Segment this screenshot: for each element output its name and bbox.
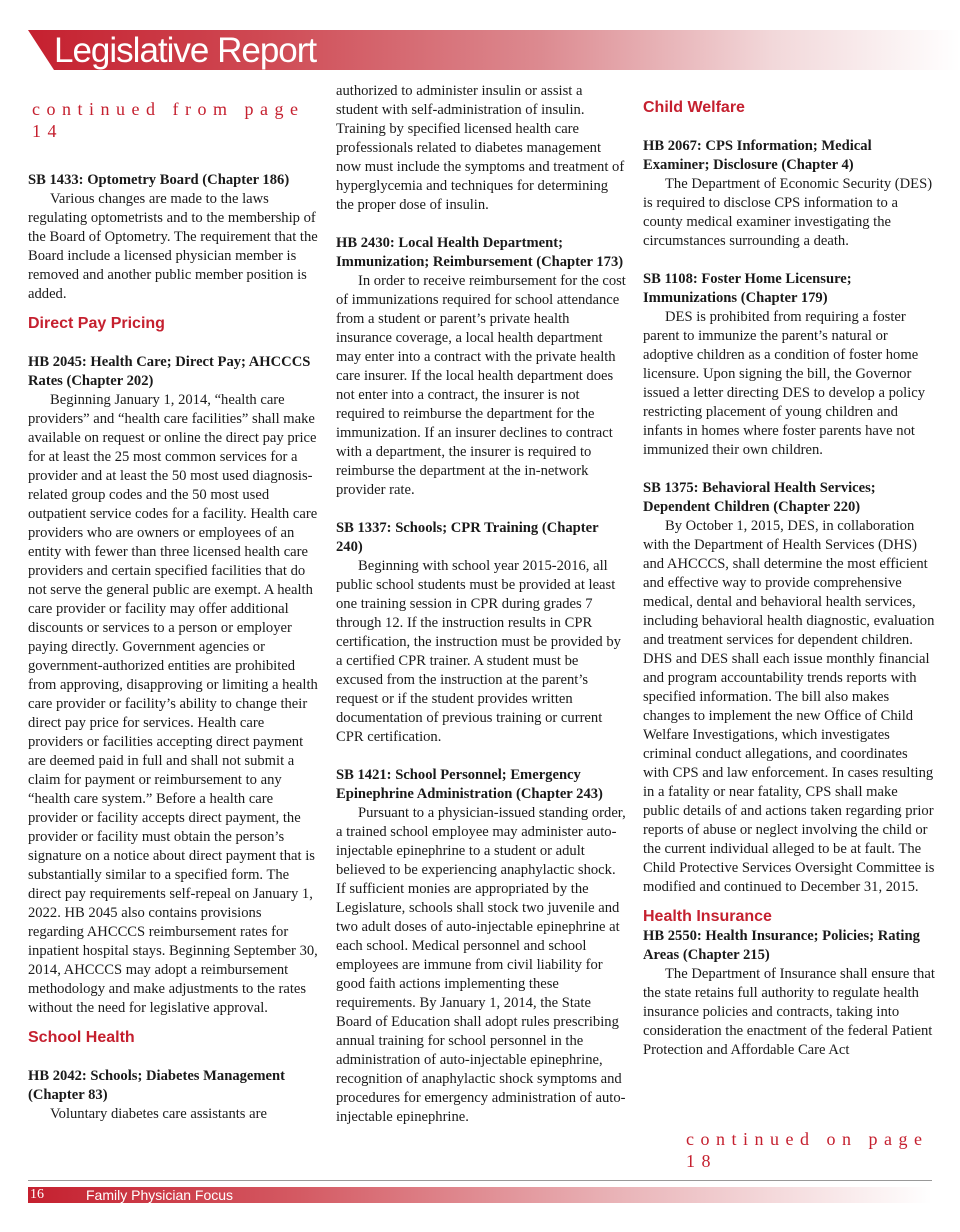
bill-title-sb1375: SB 1375: Behavioral Health Services; Dependent Children (Chapter 220) [643, 480, 876, 515]
bill-title-hb2045: HB 2045: Health Care; Direct Pay; AHCCCS Rates (Chapter 202) [28, 354, 311, 389]
column-3 [643, 82, 935, 1060]
column-1 [28, 82, 320, 1124]
continued-from: continued from page 14 [32, 99, 305, 141]
bill-text-hb2042: Voluntary diabetes care assistants are [50, 1106, 267, 1122]
bill-text-hb2045: Beginning January 1, 2014, “health care providers” and “health care facilities” shall make available on request or online the direct pay price for at least the 25 most common services for a provider and at least the 50 most used diagnosis-related group codes and the 50 most used outpatient service codes for a facility. Health care providers who are owners or employees of an entity with fewer than three licensed health care providers and certain specified facilities that do not serve the general public are exempt. A health care provider or facility may offer additional discounts or services to a person or employer paying directly. Government agencies or government-authorized entities are prohibited from approving, disapproving or limiting a health care provider or facility’s ability to change their direct pay price for services. Health care providers or facilities accepting direct payment are deemed paid in full and shall not submit a claim for payment or reimbursement to any “health care system.” Before a health care provider or facility accepts direct payment, the provider or facility must obtain the person’s signature on a notice about direct payment that is substantially similar to a specified form. The direct pay requirements self-repeal on January 1, 2022. HB 2045 also contains provisions regarding AHCCCS reimbursement rates for inpatient hospital stays. Beginning September 30, 2014, AHCCCS may adopt a reimbursement methodology and make adjustments to the rates without the need for legislative approval. [28, 392, 318, 1016]
bill-text-sb1421: Pursuant to a physician-issued standing order, a trained school employee may administer auto-injectable epinephrine to a student or adult believed to be experiencing anaphylactic shock. If sufficient monies are appropriated by the Legislature, schools shall stock two juvenile and two adult doses of auto-injectable epinephrine at each school. Medical personnel and school employees are immune from civil liability for good faith actions implementing these requirements. By January 1, 2014, the State Board of Education shall adopt rules prescribing annual training for school personnel in the administration of auto-injectable epinephrine, recognition of anaphylactic shock symptoms and procedures for emergency administration of auto-injectable epinephrine. [336, 805, 626, 1125]
section-heading-child-welfare: Child Welfare [643, 99, 745, 116]
section-heading-health-insurance: Health Insurance [643, 908, 772, 925]
footer-divider [28, 1180, 932, 1181]
publication-title: Family Physician Focus [86, 1187, 234, 1203]
bill-text-hb2430: In order to receive reimbursement for the cost of immunizations required for school attendance from a student or parent’s private health insurance coverage, a local health department may enter into a contract with the private health care insurer. If the local health department does not enter into a contract, the insurer is not required to reimburse the department for the immunization. If an insurer declines to contract with a department, the insurer is required to reimburse the department at the in-network provider rate. [336, 273, 626, 498]
bill-text-hb2042-continued: authorized to administer insulin or assist a student with self-administration of insulin. Training by specified licensed health care professionals related to diabetes management now must include the symptoms and treatment of hyperglycemia and techniques for determining the proper dose of insulin. [336, 83, 625, 213]
bill-title-sb1337: SB 1337: Schools; CPR Training (Chapter 240) [336, 520, 599, 555]
page-number: 16 [30, 1187, 44, 1202]
section-heading-school-health: School Health [28, 1029, 135, 1046]
bill-title-hb2430: HB 2430: Local Health Department; Immunization; Reimbursement (Chapter 173) [336, 235, 624, 270]
bill-text-sb1375: By October 1, 2015, DES, in collaboration with the Department of Health Services (DHS) and AHCCCS, shall determine the most efficient and effective way to provide comprehensive medical, dental and behavioral health services, including behavioral health diagnostic, evaluation and treatment services for dependent children. DHS and DES shall each issue monthly financial and program accountability trends reports with specified information. The bill also makes changes to implement the new Office of Child Welfare Investigations, which investigates criminal conduct allegations, and coordinates with CPS and law enforcement. In cases resulting in a fatality or near fatality, CPS shall make public details of and actions taken regarding prior reports of abuse or neglect involving the child or the current individual alleged to be at fault. The Child Protective Services Oversight Committee is modified and continued to December 31, 2015. [643, 518, 935, 895]
bill-text-hb2550: The Department of Insurance shall ensure that the state retains full authority to regulate health insurance policies and contracts, taking into consideration the enactment of the federal Patient Protection and Affordable Care Act [643, 966, 935, 1058]
bill-title-sb1433: SB 1433: Optometry Board (Chapter 186) [28, 172, 290, 188]
continued-on: continued on page 18 [686, 1129, 929, 1171]
section-heading-direct-pay: Direct Pay Pricing [28, 315, 165, 332]
bill-title-sb1421: SB 1421: School Personnel; Emergency Epinephrine Administration (Chapter 243) [336, 767, 603, 802]
bill-title-hb2042: HB 2042: Schools; Diabetes Management (Chapter 83) [28, 1068, 285, 1103]
bill-text-sb1337: Beginning with school year 2015-2016, all public school students must be provided at least one training session in CPR during grades 7 through 12. If the instruction results in CPR certification, the instruction must be provided by a certified CPR trainer. A student must be excused from the instruction at the parent’s request or if the student provides written documentation of previous training or current CPR certification. [336, 558, 621, 745]
bill-text-hb2067: The Department of Economic Security (DES) is required to disclose CPS information to a county medical examiner investigating the circumstances surrounding a death. [643, 176, 933, 249]
bill-title-sb1108: SB 1108: Foster Home Licensure; Immunizations (Chapter 179) [643, 271, 852, 306]
bill-text-sb1108: DES is prohibited from requiring a foster parent to immunize the parent’s natural or adoptive children as a condition of foster home licensure. Upon signing the bill, the Governor issued a letter directing DES to develop a policy restricting placement of young children and infants in homes where foster parents have not immunized their own children. [643, 309, 926, 458]
column-2 [336, 82, 628, 1127]
bill-title-hb2550: HB 2550: Health Insurance; Policies; Rating Areas (Chapter 215) [643, 928, 920, 963]
page-title: Legislative Report [54, 31, 317, 70]
bill-title-hb2067: HB 2067: CPS Information; Medical Examiner; Disclosure (Chapter 4) [643, 138, 872, 173]
bill-text-sb1433: Various changes are made to the laws regulating optometrists and to the membership of the Board of Optometry. The requirement that the Board include a licensed physician member is removed and another public member position is added. [28, 191, 318, 302]
